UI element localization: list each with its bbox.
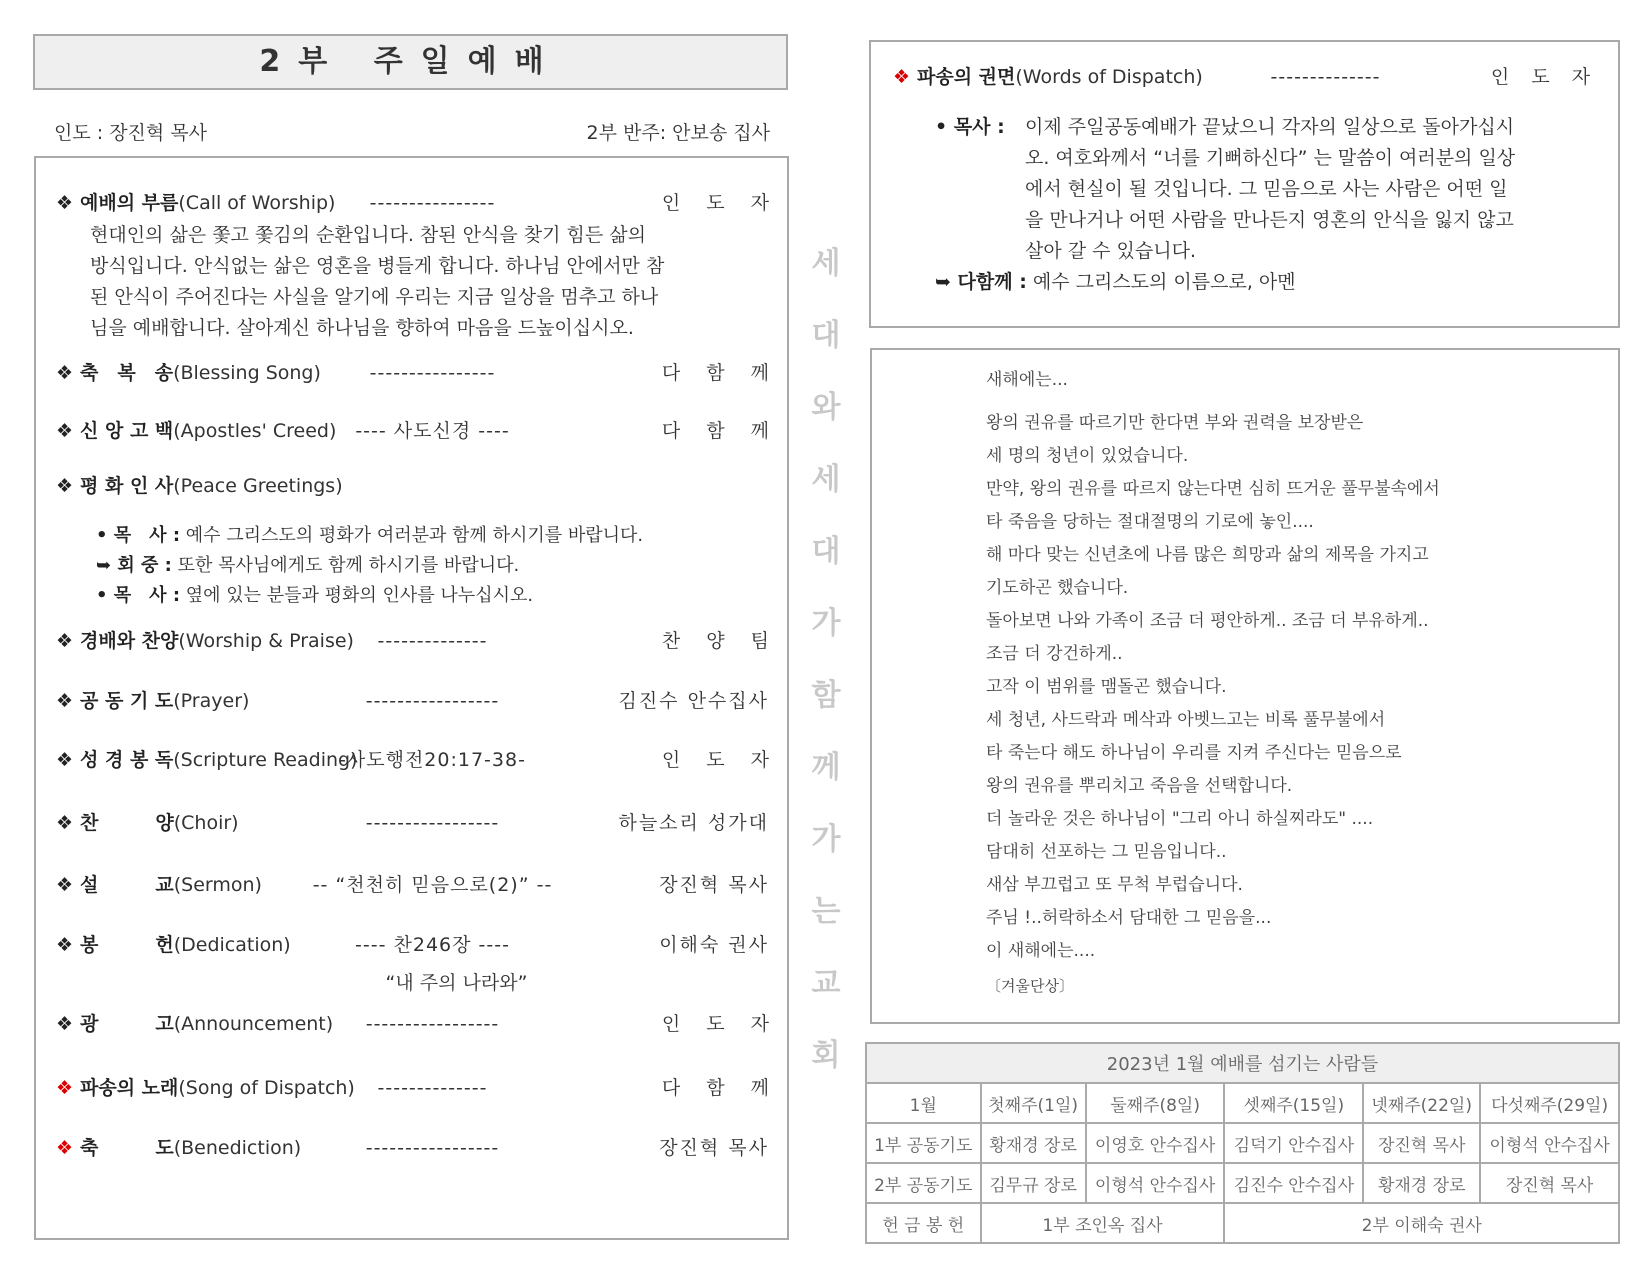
table-cell: 이영호 안수집사 <box>1086 1123 1225 1163</box>
item-detail: ----------------- <box>365 690 500 712</box>
poem-box <box>870 348 1620 1024</box>
diamond-icon: ❖ <box>56 934 74 956</box>
page-title: 2부 주일예배 <box>33 34 788 90</box>
item-leader: 다 함 께 <box>661 362 779 384</box>
text-line: 살아 갈 수 있습니다. <box>1025 240 1196 262</box>
item-detail: ----------------- <box>365 1137 500 1159</box>
item-english: (Blessing Song) <box>173 362 321 384</box>
bullet-icon: ➥ <box>96 555 112 576</box>
dedication-hymn-title: “내 주의 나라와” <box>385 972 528 994</box>
item-detail: ---- 찬246장 ---- <box>355 934 510 956</box>
poem-line: 새삼 부끄럽고 또 무척 부럽습니다. <box>986 875 1243 895</box>
table-cell: 황재경 장로 <box>981 1123 1086 1163</box>
poem-title: 새해에는... <box>986 370 1068 390</box>
item-label: 신 앙 고 백 <box>80 420 174 442</box>
item-label: 봉 헌 <box>80 934 174 956</box>
item-leader: 장진혁 목사 <box>659 1137 769 1159</box>
column-header: 첫째주(1일) <box>981 1083 1086 1123</box>
diamond-icon: ❖ <box>56 749 74 771</box>
order-item <box>56 1133 769 1163</box>
item-leader: 인 도 자 <box>661 749 779 771</box>
motto-char: 가 <box>811 606 841 641</box>
motto-char: 세 <box>811 246 841 281</box>
diamond-icon: ❖ <box>56 1013 74 1035</box>
all-label: 다함께 : <box>957 271 1027 293</box>
item-label: 성 경 봉 독 <box>80 749 174 771</box>
diamond-icon: ❖ <box>56 1077 74 1099</box>
item-english: (Sermon) <box>173 874 262 896</box>
dialog-line <box>96 581 643 611</box>
table-cell: 2부 공동기도 <box>866 1163 981 1203</box>
section-english: (Words of Dispatch) <box>1015 66 1203 88</box>
diamond-icon: ❖ <box>56 192 74 214</box>
offering-second: 2부 이해숙 권사 <box>1224 1203 1619 1243</box>
section-leader: 인 도 자 <box>1490 66 1598 88</box>
item-label: 광 고 <box>80 1013 174 1035</box>
order-item <box>56 358 779 388</box>
item-english: (Worship & Praise) <box>178 630 354 652</box>
table-cell: 김무규 장로 <box>981 1163 1086 1203</box>
table-cell: 이형석 안수집사 <box>1480 1123 1619 1163</box>
item-label: 예배의 부름 <box>80 192 179 214</box>
diamond-icon: ❖ <box>56 874 74 896</box>
column-header: 다섯째주(29일) <box>1480 1083 1619 1123</box>
motto-char: 가 <box>811 822 841 857</box>
item-english: (Call of Worship) <box>178 192 336 214</box>
diamond-icon: ❖ <box>56 1137 74 1159</box>
pastor-label: 목사 : <box>953 116 1005 138</box>
item-label: 평 화 인 사 <box>80 475 174 497</box>
item-detail: ----------------- <box>365 812 500 834</box>
poem-line: 주님 !..허락하소서 담대한 그 믿음을... <box>986 908 1272 928</box>
item-leader: 이해숙 권사 <box>659 934 769 956</box>
speaker: 목 사 : <box>113 525 181 546</box>
offering-first: 1부 조인옥 집사 <box>981 1203 1225 1243</box>
poem-line: 세 명의 청년이 있었습니다. <box>986 446 1189 466</box>
poem-line: 기도하곤 했습니다. <box>986 578 1129 598</box>
schedule-title: 2023년 1월 예배를 섬기는 사람들 <box>866 1043 1619 1083</box>
poem-line: 왕의 권유를 뿌리치고 죽음을 선택합니다. <box>986 776 1293 796</box>
poem-source: 〔겨울단상〕 <box>986 977 1074 995</box>
item-leader: 하늘소리 성가대 <box>618 812 769 834</box>
motto-char: 함 <box>811 678 841 713</box>
item-detail: -------------- <box>377 1077 488 1099</box>
section-detail: -------------- <box>1270 66 1381 88</box>
poem-line: 타 죽음을 당하는 절대절명의 기로에 놓인.... <box>986 512 1314 532</box>
text-line: 이제 주일공동예배가 끝났으니 각자의 일상으로 돌아가십시 <box>1025 116 1515 138</box>
motto-char: 세 <box>811 462 841 497</box>
item-english: (Scripture Reading) <box>173 749 358 771</box>
item-english: (Prayer) <box>173 690 250 712</box>
order-item <box>56 686 769 716</box>
poem-line: 해 마다 맞는 신년초에 나름 많은 희망과 삶의 제목을 가지고 <box>986 545 1429 565</box>
table-cell: 황재경 장로 <box>1363 1163 1480 1203</box>
accompanist: 2부 반주: 안보송 집사 <box>586 122 770 144</box>
item-detail: -- “천천히 믿음으로(2)” -- <box>312 874 553 896</box>
table-cell: 1부 공동기도 <box>866 1123 981 1163</box>
order-item <box>56 745 779 775</box>
all-response: 예수 그리스도의 이름으로, 아멘 <box>1026 271 1296 293</box>
diamond-icon: ❖ <box>893 66 911 88</box>
item-detail: ----------------- <box>365 1013 500 1035</box>
text-line: 된 안식이 주어진다는 사실을 알기에 우리는 지금 일상을 멈추고 하나 <box>90 286 659 308</box>
item-detail: ---- 사도신경 ---- <box>355 420 510 442</box>
order-item <box>56 1009 779 1039</box>
motto-char: 대 <box>811 318 841 353</box>
call-to-worship-text <box>90 220 780 344</box>
poem-line: 타 죽는다 해도 하나님이 우리를 지켜 주신다는 믿음으로 <box>986 743 1402 763</box>
diamond-icon: ❖ <box>56 420 74 442</box>
item-detail: ---------------- <box>369 192 496 214</box>
item-english: (Peace Greetings) <box>173 475 343 497</box>
poem-line: 세 청년, 사드락과 메삭과 아벳느고는 비록 풀무불에서 <box>986 710 1386 730</box>
offering-label: 헌 금 봉 헌 <box>866 1203 981 1243</box>
section-label: 파송의 권면 <box>917 66 1016 88</box>
item-detail: -------------- <box>377 630 488 652</box>
table-cell: 장진혁 목사 <box>1363 1123 1480 1163</box>
text-line: 에서 현실이 될 것입니다. 그 믿음으로 사는 사람은 어떤 일 <box>1025 178 1508 200</box>
poem-line: 만약, 왕의 권유를 따르지 않는다면 심히 뜨거운 풀무불속에서 <box>986 479 1440 499</box>
poem-line: 조금 더 강건하게.. <box>986 644 1123 664</box>
order-item <box>56 416 779 446</box>
order-item <box>56 626 779 656</box>
column-header: 넷째주(22일) <box>1363 1083 1480 1123</box>
column-header: 1월 <box>866 1083 981 1123</box>
dialog-text: 옆에 있는 분들과 평화의 인사를 나누십시오. <box>180 585 534 606</box>
item-leader: 인 도 자 <box>661 192 779 214</box>
item-label: 공 동 기 도 <box>80 690 174 712</box>
order-item <box>56 1073 779 1103</box>
poem-line: 돌아보면 나와 가족이 조금 더 평안하게.. 조금 더 부유하게.. <box>986 611 1429 631</box>
item-english: (Benediction) <box>173 1137 302 1159</box>
motto-char: 께 <box>811 750 841 785</box>
item-leader: 인 도 자 <box>661 1013 779 1035</box>
poem-line: 고작 이 범위를 맴돌곤 했습니다. <box>986 677 1227 697</box>
diamond-icon: ❖ <box>56 475 74 497</box>
item-leader: 김진수 안수집사 <box>618 690 769 712</box>
vertical-motto <box>808 228 844 1092</box>
motto-char: 와 <box>811 390 841 425</box>
item-label: 찬 양 <box>80 812 174 834</box>
item-label: 축 복 송 <box>80 362 174 384</box>
peace-greetings-dialog <box>96 521 643 611</box>
table-cell: 장진혁 목사 <box>1480 1163 1619 1203</box>
motto-char: 대 <box>811 534 841 569</box>
item-leader: 다 함 께 <box>661 420 779 442</box>
column-header: 셋째주(15일) <box>1224 1083 1363 1123</box>
item-english: (Announcement) <box>173 1013 334 1035</box>
order-item <box>56 808 769 838</box>
dialog-line <box>96 521 643 551</box>
item-label: 설 교 <box>80 874 174 896</box>
item-detail: -사도행전20:17-38- <box>339 749 526 771</box>
speaker: 목 사 : <box>113 585 181 606</box>
poem-line: 이 새해에는.... <box>986 941 1096 961</box>
bullet-icon: • <box>96 525 108 546</box>
poem-line: 더 놀라운 것은 하나님이 "그리 아니 하실찌라도" .... <box>986 809 1374 829</box>
diamond-icon: ❖ <box>56 630 74 652</box>
diamond-icon: ❖ <box>56 690 74 712</box>
item-detail: ---------------- <box>369 362 496 384</box>
item-label: 경배와 찬양 <box>80 630 179 652</box>
poem-line: 왕의 권유를 따르기만 한다면 부와 권력을 보장받은 <box>986 413 1364 433</box>
motto-char: 는 <box>811 894 841 929</box>
motto-char: 교 <box>811 966 841 1001</box>
order-item <box>56 870 769 900</box>
order-item <box>56 471 769 501</box>
order-item <box>56 930 769 960</box>
text-line: 현대인의 삶은 쫓고 쫓김의 순환입니다. 참된 안식을 찾기 힘든 삶의 <box>90 224 646 246</box>
text-line: 을 만나거나 어떤 사람을 만나든지 영혼의 안식을 잃지 않고 <box>1025 209 1514 231</box>
table-cell: 김진수 안수집사 <box>1224 1163 1363 1203</box>
column-header: 둘째주(8일) <box>1086 1083 1225 1123</box>
item-english: (Choir) <box>173 812 239 834</box>
item-english: (Apostles' Creed) <box>173 420 337 442</box>
order-of-worship <box>34 156 789 1240</box>
item-leader: 찬 양 팀 <box>661 630 779 652</box>
item-label: 축 도 <box>80 1137 174 1159</box>
table-cell: 이형석 안수집사 <box>1086 1163 1225 1203</box>
item-english: (Song of Dispatch) <box>178 1077 355 1099</box>
dialog-text: 또한 목사님에게도 함께 하시기를 바랍니다. <box>171 555 520 576</box>
order-item <box>56 188 779 218</box>
item-label: 파송의 노래 <box>80 1077 179 1099</box>
diamond-icon: ❖ <box>56 362 74 384</box>
bullet-icon: • <box>96 585 108 606</box>
poem-line: 담대히 선포하는 그 믿음입니다.. <box>986 842 1227 862</box>
words-of-dispatch-box <box>869 40 1620 328</box>
diamond-icon: ❖ <box>56 812 74 834</box>
item-leader: 장진혁 목사 <box>659 874 769 896</box>
item-english: (Dedication) <box>173 934 291 956</box>
table-cell: 김덕기 안수집사 <box>1224 1123 1363 1163</box>
dialog-text: 예수 그리스도의 평화가 여러분과 함께 하시기를 바랍니다. <box>180 525 644 546</box>
service-schedule-table <box>865 1042 1620 1244</box>
speaker: 회 중 : <box>117 555 172 576</box>
text-line: 님을 예배합니다. 살아계신 하나님을 향하여 마음을 드높이십시오. <box>90 317 634 339</box>
pastor-exhortation: • 목사 : 이제 주일공동예배가 끝났으니 각자의 일상으로 돌아가십시 오. 여호와께서 “너를 기뻐하신다” 는 말씀이 여러분의 일상 에서 현실이 될 것입니다. 그 믿음으로 사는 사람은 어떤 일 을 만나거나 어떤 사람을 만나든지 영혼의 안식을 잃지 않고 살아 갈 수 있습니다. ➥ 다함께 : 예수 그리스도의 이름으로, 아멘 <box>935 112 1515 298</box>
worship-leader: 인도 : 장진혁 목사 <box>54 122 207 144</box>
dialog-line <box>96 551 643 581</box>
text-line: 오. 여호와께서 “너를 기뻐하신다” 는 말씀이 여러분의 일상 <box>1025 147 1516 169</box>
item-leader: 다 함 께 <box>661 1077 779 1099</box>
motto-char: 회 <box>811 1038 841 1073</box>
text-line: 방식입니다. 안식없는 삶은 영혼을 병들게 합니다. 하나님 안에서만 참 <box>90 255 665 277</box>
